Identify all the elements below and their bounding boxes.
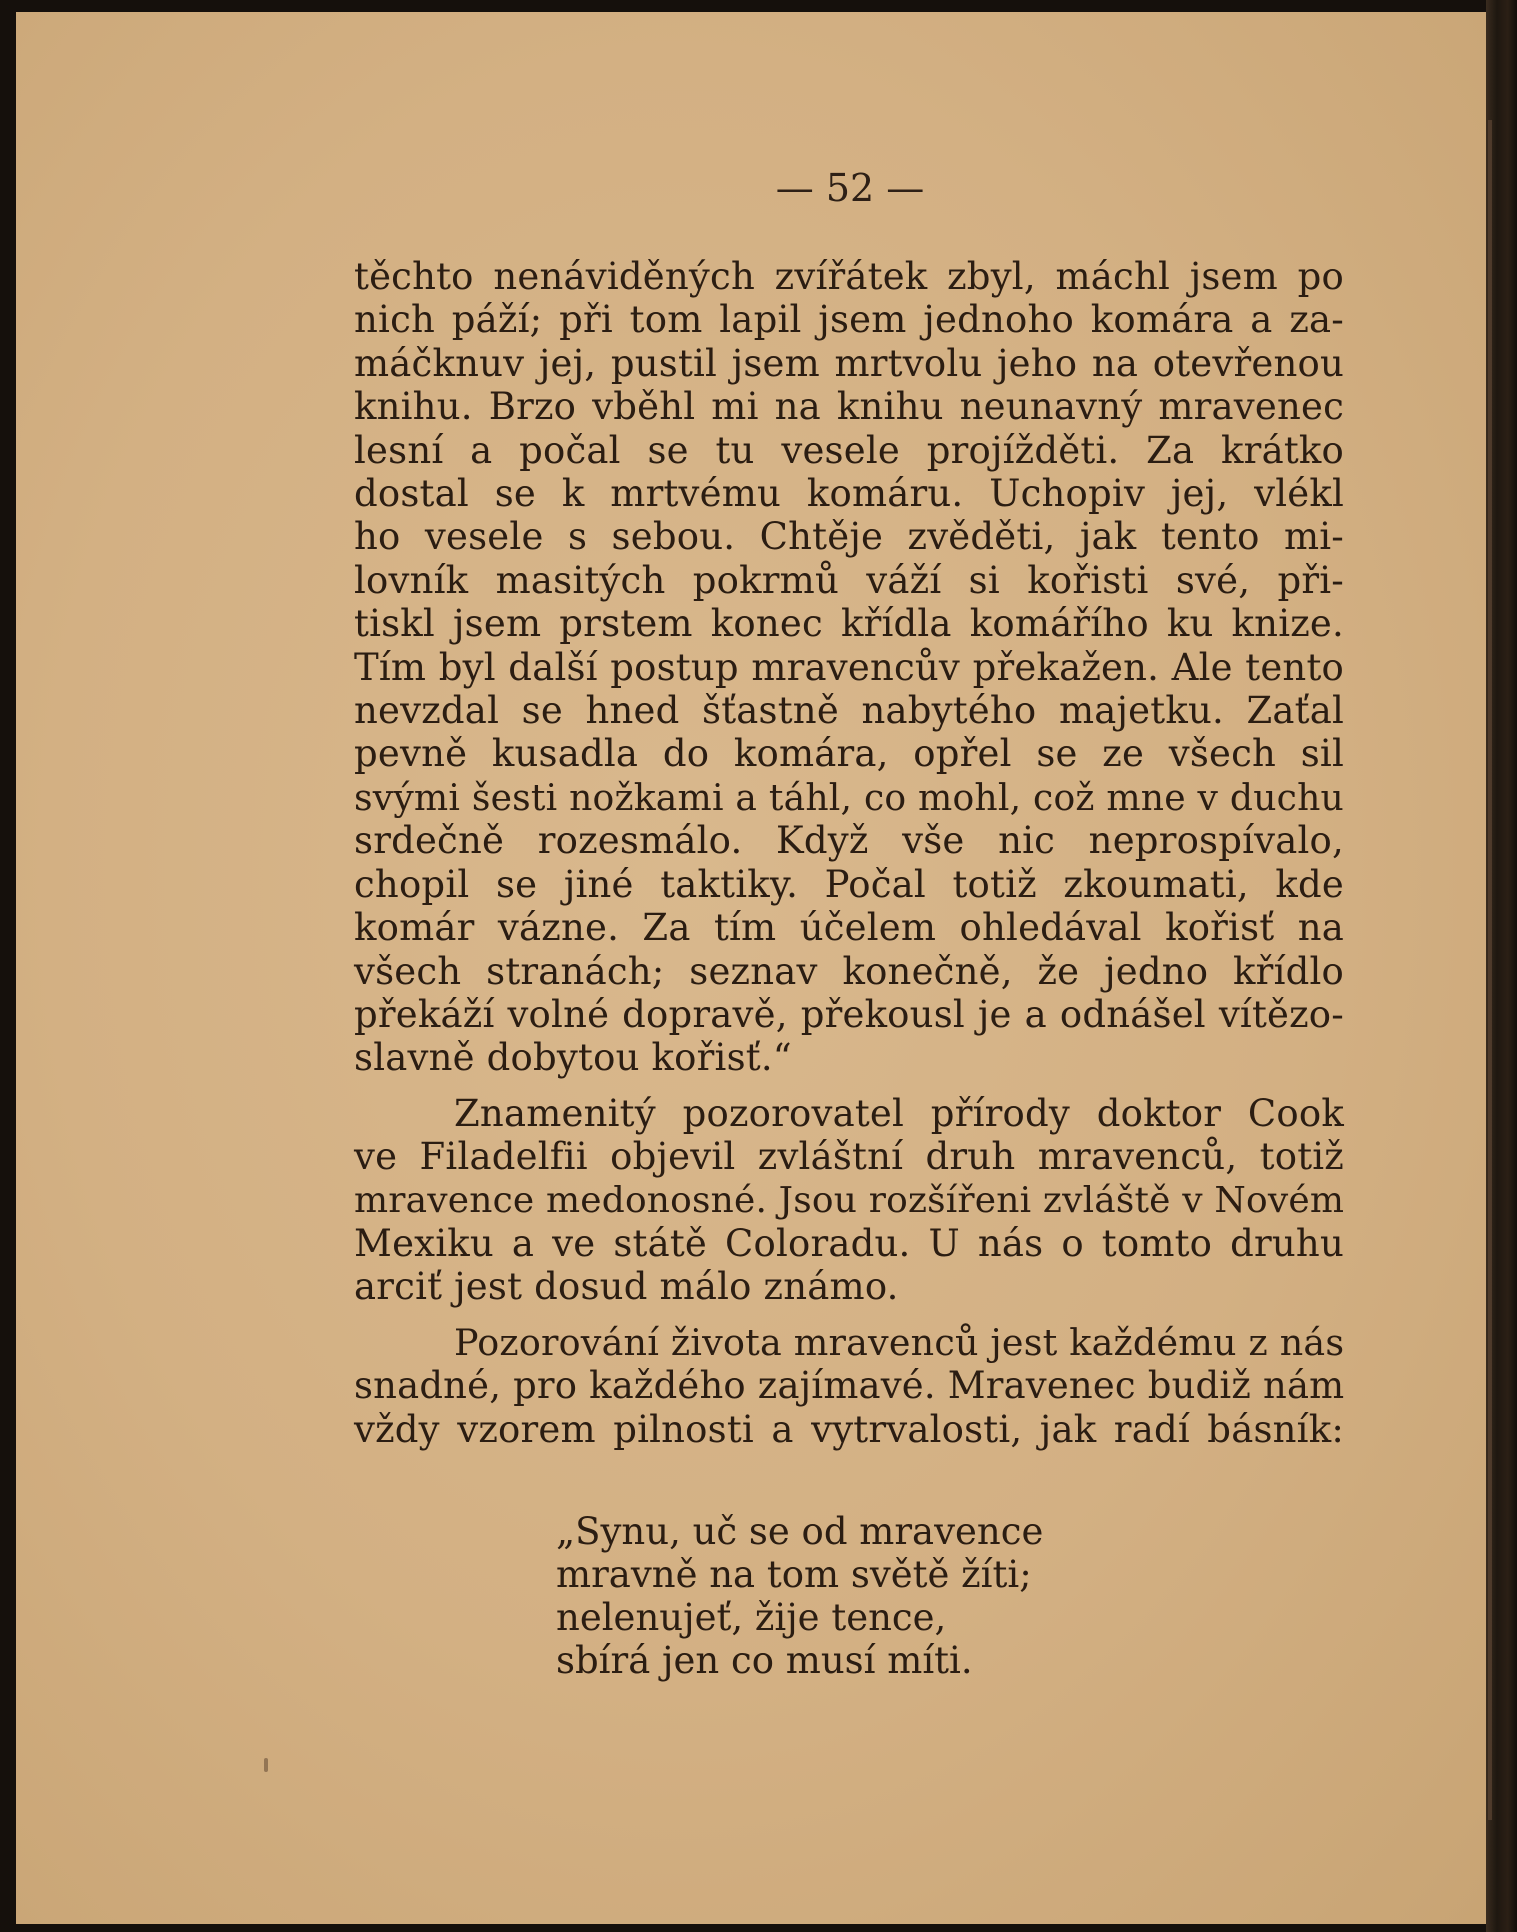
text-line: ho vesele s sebou. Chtěje zvěděti, jak tento mi- [354,515,1344,559]
text-line: srdečně rozesmálo. Když vše nic neprospívalo, [354,819,1344,863]
poem-line: mravně na tom světě žíti; [556,1553,1032,1596]
poem-line: „Synu, uč se od mravence [556,1510,1044,1553]
text-line: svými šesti nožkami a táhl, co mohl, což mne v duchu [354,775,1344,819]
text-line: Mexiku a ve státě Coloradu. U nás o tomto druhu [354,1221,1344,1265]
ink-speck [264,1758,268,1772]
text-line: dostal se k mrtvému komáru. Uchopiv jej, vlékl [354,472,1344,516]
text-line: máčknuv jej, pustil jsem mrtvolu jeho na otevřenou [354,341,1344,385]
poem-line: nelenujeť, žije tence, [556,1596,947,1639]
text-line: pevně kusadla do komára, opřel se ze všech sil [354,732,1344,776]
text-line: komár vázne. Za tím účelem ohledával kořisť na [354,906,1344,950]
text-line: lovník masitých pokrmů váží si kořisti své, při- [354,558,1344,602]
text-line: mravence medonosné. Jsou rozšířeni zvláště v Novém [354,1179,1345,1221]
text-line: Tím byl další postup mravencův překažen. Ale tento [354,645,1344,689]
paragraph-3 [354,1321,1344,1451]
paragraph-gap [354,1080,1344,1092]
text-line: Znamenitý pozorovatel přírody doktor Cook [454,1091,1344,1135]
text-line: těchto nenáviděných zvířátek zbyl, máchl jsem po [354,255,1344,298]
text-line: slavně dobytou kořisť.“ [354,1036,792,1080]
text-line: lesní a počal se tu vesele projížděti. Za krátko [354,428,1344,472]
text-line: nevzdal se hned šťastně nabytého majetku. Zaťal [354,689,1344,733]
text-line: knihu. Brzo vběhl mi na knihu neunavný mravenec [354,385,1344,429]
paragraph-1 [354,255,1344,1080]
text-line: chopil se jiné taktiky. Počal totiž zkoumati, kde [354,862,1344,906]
text-line: nich páží; při tom lapil jsem jednoho komára a za- [354,298,1344,342]
text-line: tiskl jsem prstem konec křídla komářího ku knize. [354,602,1344,646]
text-line: ve Filadelfii objevil zvláštní druh mravenců, totiž [354,1135,1344,1179]
spine-shadow [1488,120,1492,1820]
body-text [354,255,1344,1451]
paragraph-2 [354,1092,1344,1309]
text-line: všech stranách; seznav konečně, že jedno křídlo [354,949,1344,993]
text-line: překáží volné dopravě, překousl je a odnášel vítězo- [354,992,1344,1036]
poem-line: sbírá jen co musí míti. [556,1639,973,1682]
paragraph-gap [354,1309,1344,1321]
text-line: vždy vzorem pilnosti a vytrvalosti, jak radí básník: [354,1407,1344,1451]
text-line: arciť jest dosud málo známo. [354,1265,899,1309]
text-line: snadné, pro každého zajímavé. Mravenec budiž nám [354,1364,1345,1408]
poem-quote [556,1510,1116,1682]
page-number: — 52 — [775,166,925,210]
text-line: Pozorování života mravenců jest každému z nás [454,1320,1345,1364]
